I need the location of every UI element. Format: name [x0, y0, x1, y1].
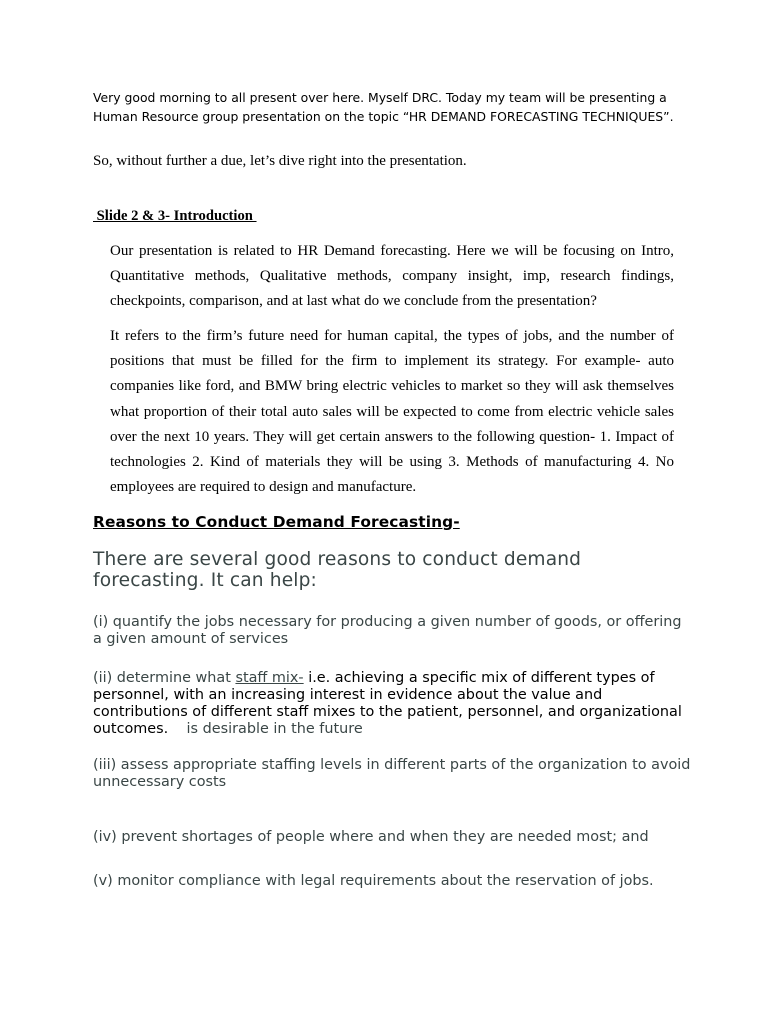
- reason-item-4: (iv) prevent shortages of people where and when they are needed most; and: [93, 829, 649, 845]
- reasons-heading: Reasons to Conduct Demand Forecasting-: [93, 513, 460, 531]
- reasons-intro: There are several good reasons to conduct demand forecasting. It can help:: [93, 549, 582, 591]
- intro-paragraph-2: It refers to the firm’s future need for human capital, the types of jobs, and the number of positions that must be filled for the firm to implement its strategy. For example- auto companies like ford, and BMW bring electric vehicles to market so they will ask themselves what proportion of their total auto sales will be expected to come from electric vehicle sales over the next 10 years. They will get certain answers to the following question- 1. Impact of technologies 2. Kind of materials they will be using 3. Methods of manufacturing 4. No employees are required to design and manufacture.: [110, 328, 674, 496]
- reason-item-1: (i) quantify the jobs necessary for producing a given number of goods, or offering a given amount of services: [93, 614, 682, 647]
- staff-mix-link[interactable]: staff mix-: [235, 670, 304, 686]
- reason-item-5: (v) monitor compliance with legal requirements about the reservation of jobs.: [93, 873, 654, 889]
- intro-paragraph-1: Our presentation is related to HR Demand forecasting. Here we will be focusing on Intro, Quantitative methods, Qualitative methods, company insight, imp, research findings, checkpoints, comparison, and at last what do we conclude from the presentation?: [110, 243, 674, 310]
- reason-item-2-detail: i.e. achieving a specific mix of different types of personnel, with an increasing interest in evidence about the value and contributions of different staff mixes to the patient, personnel, and organizational outcomes.: [93, 670, 682, 737]
- reason-item-2: [93, 670, 693, 738]
- slide-heading: Slide 2 & 3- Introduction: [93, 208, 257, 224]
- dive-in-sentence: So, without further a due, let’s dive right into the presentation.: [93, 153, 467, 169]
- reason-item-2-prefix: (ii) determine what: [93, 670, 236, 686]
- reason-item-2-suffix: is desirable in the future: [168, 721, 363, 737]
- reason-item-3: (iii) assess appropriate staffing levels in different parts of the organization to avoid unnecessary costs: [93, 757, 691, 790]
- opening-paragraph: Very good morning to all present over here. Myself DRC. Today my team will be presenting a Human Resource group presentation on the topic “HR DEMAND FORECASTING TECHNIQUES”.: [93, 90, 674, 124]
